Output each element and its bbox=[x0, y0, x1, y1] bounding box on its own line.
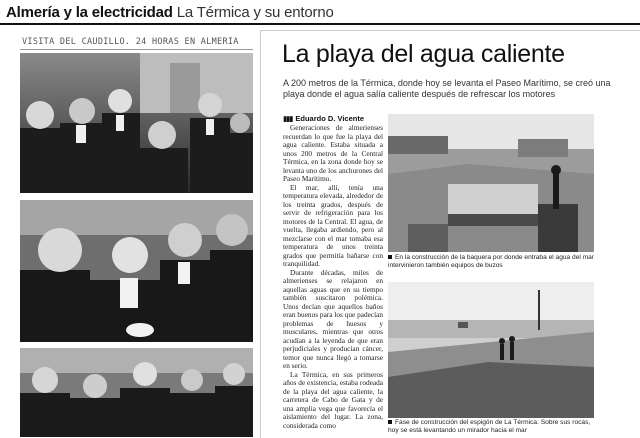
header-rule bbox=[0, 23, 640, 25]
body-paragraph: Generaciones de almerienses recuerdan lo que fue la playa del agua caliente. Estaba situada a unos 200 metros de la Central Térmica, en la zona donde hoy se levanta uno de los anchurones del Paseo Marítimo. bbox=[283, 124, 383, 183]
section-title bbox=[6, 4, 334, 21]
photo-officials-visit bbox=[20, 348, 253, 437]
article-body bbox=[283, 124, 383, 437]
photo-officials-group bbox=[20, 53, 253, 193]
caption-text: Fase de construcción del espigón de La Térmica. Sobre sus rocas, hoy se está levantando un mirador hacia el mar bbox=[388, 419, 591, 434]
section-header bbox=[0, 0, 640, 24]
byline-marker-icon: ▮▮▮ bbox=[283, 114, 293, 123]
left-kicker: VISITA DEL CAUDILLO. 24 HORAS EN ALMERIA bbox=[22, 37, 239, 47]
photo-caption bbox=[388, 419, 600, 435]
feature-headline: La playa del agua caliente bbox=[282, 40, 565, 68]
kicker-rule bbox=[20, 49, 253, 50]
section-title-sub: La Térmica y su entorno bbox=[176, 4, 334, 21]
byline-author: Eduardo D. Vicente bbox=[295, 114, 365, 123]
body-paragraph: La Térmica, en sus primeros años de existencia, estaba rodeada de la playa del agua caliente, la carretera de Cabo de Gata y de una amplia vega que favorecía el aislamiento del lugar. La zona, considerada como bbox=[283, 369, 383, 430]
caption-text: En la construcción de la baquera por donde entraba el agua del mar intervinieron también equipos de buzos bbox=[388, 254, 595, 269]
body-paragraph: El mar, allí, tenía una temperatura elevada, alrededor de los treinta grados, después de servir de refrigeración para los motores de la Central. El agua, de vuelta, llegaba ardiendo, pero al mezclarse con el mar tomaba esa temperatura de unos treinta grados que permitía bañarse con tranquilidad. bbox=[283, 182, 383, 268]
feature-standfirst: A 200 metros de la Térmica, donde hoy se levanta el Paseo Marítimo, se creó una playa donde el agua salía caliente después de refrescar los motores bbox=[283, 78, 611, 99]
photo-caption bbox=[388, 254, 600, 270]
photo-handshake bbox=[20, 200, 253, 342]
photo-intake-construction bbox=[388, 114, 594, 252]
photo-breakwater-construction bbox=[388, 282, 594, 418]
body-paragraph: Durante décadas, miles de almerienses se relajaron en aquellas aguas que en su tiempo también suscitaron polémica. Unos decían que aquellos baños eran buenos para los que padecían problemas de huesos y musculares, mientras que otros acudían a la leyenda de que eran perjudiciales y producían cáncer, temor que nunca llegó a tomarse en serio. bbox=[283, 267, 383, 370]
section-title-main: Almería y la electricidad bbox=[6, 4, 173, 21]
caption-bullet-icon bbox=[388, 420, 392, 424]
caption-bullet-icon bbox=[388, 255, 392, 259]
byline bbox=[283, 114, 364, 123]
